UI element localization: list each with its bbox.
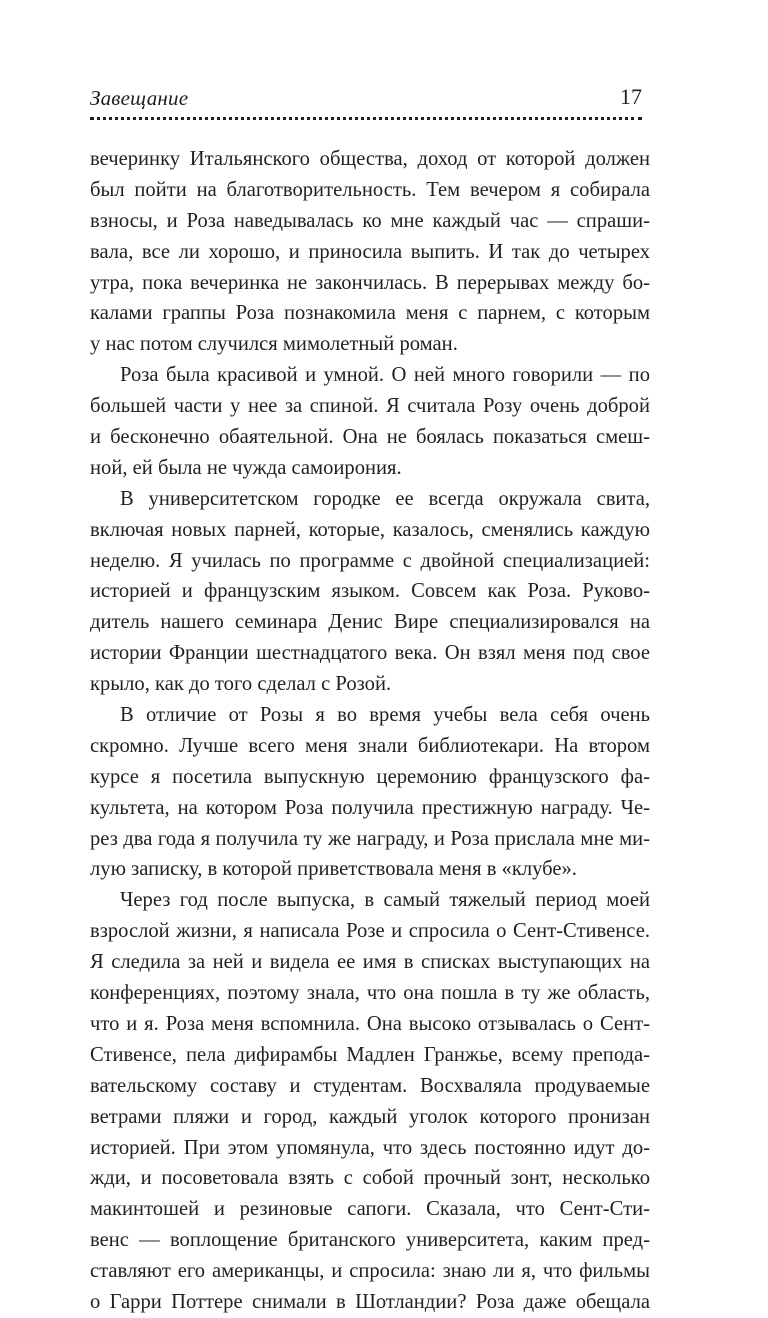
text-line: истории Франции шестнадцатого века. Он взял меня под свое [90,642,650,665]
body-text [90,144,650,1318]
text-line: что и я. Роза меня вспомнила. Она высоко отзывалась о Сент- [90,1012,650,1035]
text-line: неделю. Я училась по программе с двойной специализацией: [90,549,650,572]
text-line: венс — воплощение британского университета, каким пред- [90,1229,650,1252]
text-line: дитель нашего семинара Денис Вире специализировался на [90,611,650,634]
text-line: В отличие от Розы я во время учебы вела себя очень [120,704,650,727]
text-line: рез два года я получила ту же награду, и Роза прислала мне ми- [90,827,650,850]
text-line: Стивенсе, пела дифирамбы Мадлен Гранжье, всему препода- [90,1043,650,1066]
text-line: лую записку, в которой приветствовала меня в «клубе». [90,858,577,881]
text-line: включая новых парней, которые, казалось, сменялись каждую [90,518,650,541]
text-line: макинтошей и резиновые сапоги. Сказала, что Сент-Сти- [90,1198,650,1221]
text-line: историей и французским языком. Совсем как Роза. Руково- [90,580,650,603]
running-head [90,84,650,114]
text-line: ной, ей была не чужда самоирония. [90,456,402,479]
text-line: вательскому составу и студентам. Восхваляла продуваемые [90,1074,650,1097]
text-line: В университетском городке ее всегда окружала свита, [120,487,650,510]
text-line: ветрами пляжи и город, каждый уголок которого пронизан [90,1105,650,1128]
text-line: скромно. Лучше всего меня знали библиотекари. На втором [90,734,650,757]
text-line: о Гарри Поттере снимали в Шотландии? Роза даже обещала [90,1290,650,1313]
text-line: взносы, и Роза наведывалась ко мне каждый час — спраши- [90,209,650,232]
text-line: утра, пока вечеринка не закончилась. В перерывах между бо- [90,271,650,294]
text-line: взрослой жизни, я написала Розе и спросила о Сент-Стивенсе. [90,920,650,943]
text-line: и бесконечно обаятельной. Она не боялась показаться смеш- [90,426,650,449]
text-line: конференциях, поэтому знала, что она пошла в ту же область, [90,982,650,1005]
text-line: калами граппы Роза познакомила меня с парнем, с которым [90,302,650,325]
text-line: был пойти на благотворительность. Тем вечером я собирала [90,178,650,201]
text-line: культета, на котором Роза получила престижную награду. Че- [90,796,650,819]
text-line: большей части у нее за спиной. Я считала Розу очень доброй [90,395,650,418]
text-line: курсе я посетила выпускную церемонию французского фа- [90,765,650,788]
text-line: Я следила за ней и видела ее имя в списках выступающих на [90,951,650,974]
book-title: Завещание [90,86,189,110]
text-line: ставляют его американцы, и спросила: знаю ли я, что фильмы [90,1260,650,1283]
header-divider [90,117,642,120]
text-line: у нас потом случился мимолетный роман. [90,333,458,356]
text-line: вала, все ли хорошо, и приносила выпить. И так до четырех [90,240,650,263]
text-line: Роза была красивой и умной. О ней много говорили — по [120,364,650,387]
text-line: историей. При этом упомянула, что здесь постоянно идут до- [90,1136,650,1159]
page-number: 17 [620,84,642,109]
text-line: жди, и посоветовала взять с собой прочный зонт, несколько [90,1167,650,1190]
text-line: Через год после выпуска, в самый тяжелый период моей [120,889,650,912]
text-line: крыло, как до того сделал с Розой. [90,673,392,696]
text-line: вечеринку Итальянского общества, доход от которой должен [90,148,650,170]
